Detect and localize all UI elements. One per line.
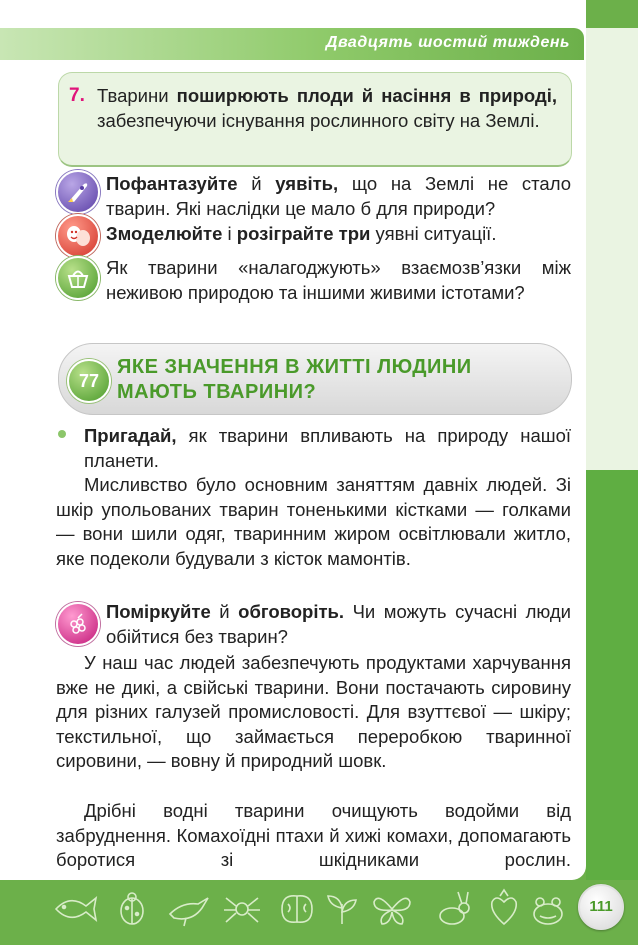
rabbit-icon: [440, 892, 469, 924]
recall-text: Пригадай, як тварини впливають на природу нашої планети.: [84, 425, 571, 471]
sprout-icon: [328, 896, 356, 924]
footer-icons: [52, 884, 572, 934]
butterfly-icon: [374, 898, 410, 924]
activity-model: Змоделюйте і розіграйте три уявні ситуації.: [106, 223, 497, 244]
discuss-text: Поміркуйте й обговоріть. Чи можуть сучасні люди обійтися без тварин?: [106, 601, 571, 647]
header-title: Двадцять шостий тиждень: [325, 34, 570, 51]
berries-icon: [56, 602, 100, 646]
bullet-icon: [58, 430, 66, 438]
activity-question: Як тварини «налагоджують» взаємозв’язки між неживою природою та іншими живими істотами?: [106, 257, 571, 303]
brain-icon: [282, 896, 312, 922]
rocket-icon: [56, 170, 100, 214]
basket-icon: [56, 256, 100, 300]
activity-fantasize: Пофантазуйте й уявіть, що на Землі не стало тварин. Які наслідки це мало б для природи?: [106, 173, 571, 219]
paragraph-domestic: У наш час людей забезпечують продуктами харчування вже не дикі, а свійські тварини. Вони постачають сировину для різних галузей промисловості. Для взуттєвої — шкіру; текстильної, що займається переробкою тваринної сировини, — вовну й природний шовк.: [56, 652, 571, 771]
spider-icon: [224, 898, 260, 922]
heart-icon: [492, 890, 517, 924]
task-text: Тварини поширюють плоди й насіння в природі, забезпечуючи існування рослинного світу на Землі.: [97, 85, 557, 131]
section-banner: [58, 343, 572, 415]
page-number: 111: [578, 884, 624, 930]
theater-masks-icon: [56, 214, 100, 258]
paragraph-water-animals: Дрібні водні тварини очищують водойми від забруднення. Комахоїдні птахи й хижі комахи, допомагають боротися зі шкідниками рослин.: [56, 800, 571, 870]
ladybug-icon: [121, 893, 143, 924]
paragraph-hunting: Мисливство було основним заняттям давніх людей. Зі шкір упольованих тварин тоненькими кістками — голками — вони шили одяг, тваринним жиром освітлювали житло, яке подеколи будували з кісток мамонтів.: [56, 474, 571, 569]
side-margin-green: [586, 470, 638, 880]
fish-icon: [56, 898, 96, 920]
header-bar: [0, 28, 584, 60]
task-number: 7.: [69, 85, 85, 106]
section-number: 77: [67, 359, 111, 403]
task-7-box: [58, 72, 572, 167]
section-title: ЯКЕ ЗНАЧЕННЯ В ЖИТТІ ЛЮДИНИ МАЮТЬ ТВАРИНИ?: [117, 356, 472, 403]
bird-icon: [170, 898, 208, 926]
frog-icon: [534, 898, 562, 924]
